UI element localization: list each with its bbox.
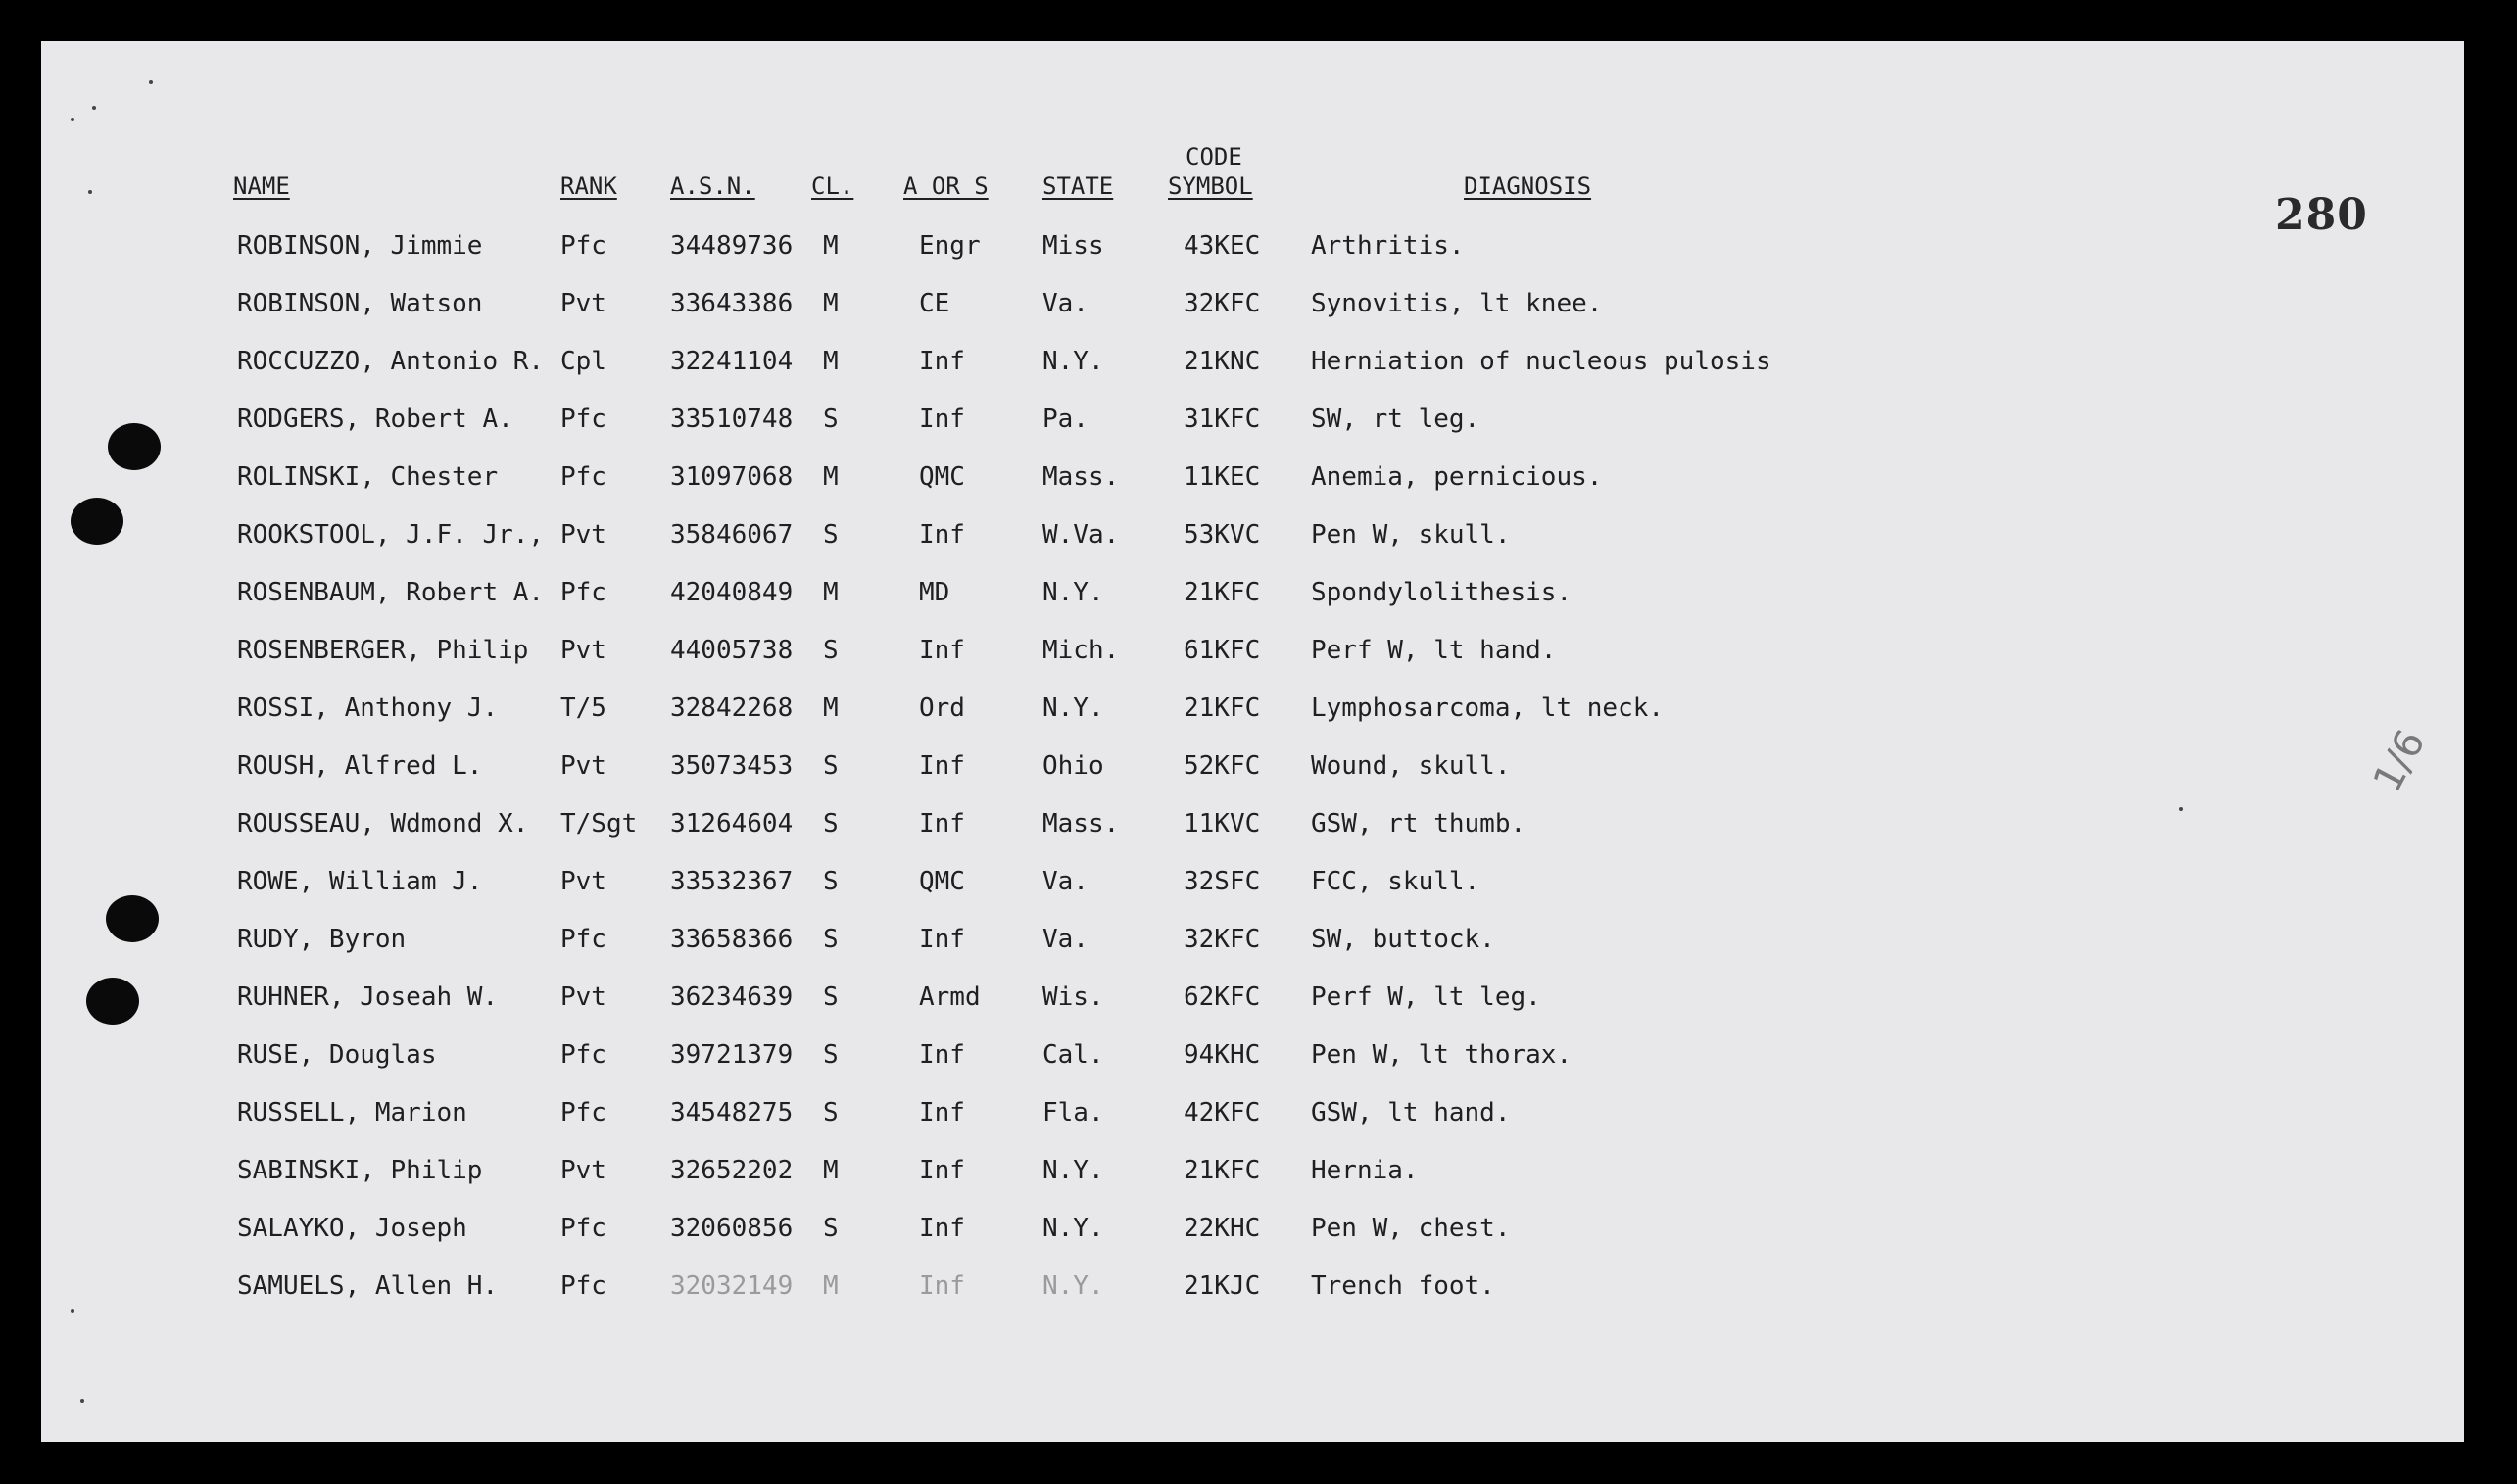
- cell-name: ROBINSON, Jimmie: [237, 231, 483, 261]
- cell-state: N.Y.: [1042, 1156, 1104, 1185]
- cell-rank: Pfc: [560, 578, 606, 607]
- cell-name: SAMUELS, Allen H.: [237, 1271, 499, 1301]
- cell-rank: Pvt: [560, 1156, 606, 1185]
- cell-cl: S: [823, 1098, 839, 1127]
- cell-rank: Pfc: [560, 462, 606, 492]
- cell-a-or-s: Inf: [919, 405, 965, 434]
- cell-asn: 42040849: [670, 578, 794, 607]
- cell-name: ROBINSON, Watson: [237, 289, 483, 318]
- cell-code: 61KFC: [1184, 636, 1261, 665]
- cell-cl: M: [823, 1156, 839, 1185]
- cell-rank: T/Sgt: [560, 809, 638, 838]
- cell-a-or-s: Armd: [919, 982, 981, 1012]
- header-code-line1: CODE: [1186, 143, 1242, 170]
- cell-state: Va.: [1042, 289, 1089, 318]
- cell-code: 94KHC: [1184, 1040, 1261, 1070]
- cell-asn: 32241104: [670, 347, 794, 376]
- cell-asn: 34489736: [670, 231, 794, 261]
- cell-asn: 32652202: [670, 1156, 794, 1185]
- cell-code: 32KFC: [1184, 289, 1261, 318]
- cell-a-or-s: Inf: [919, 520, 965, 550]
- table-row: [41, 347, 2464, 386]
- table-row: [41, 1271, 2464, 1311]
- cell-state: Wis.: [1042, 982, 1104, 1012]
- cell-name: RUSE, Douglas: [237, 1040, 437, 1070]
- cell-diagnosis: Lymphosarcoma, lt neck.: [1311, 694, 1665, 723]
- header-a-or-s: A OR S: [903, 172, 989, 200]
- cell-asn: 39721379: [670, 1040, 794, 1070]
- cell-cl: M: [823, 231, 839, 261]
- cell-code: 43KEC: [1184, 231, 1261, 261]
- cell-state: Cal.: [1042, 1040, 1104, 1070]
- cell-code: 21KNC: [1184, 347, 1261, 376]
- table-row: [41, 462, 2464, 502]
- table-row: [41, 578, 2464, 617]
- cell-diagnosis: Arthritis.: [1311, 231, 1465, 261]
- table-row: [41, 925, 2464, 964]
- cell-cl: M: [823, 289, 839, 318]
- record-card: [41, 41, 2464, 1442]
- cell-asn: 32060856: [670, 1214, 794, 1243]
- table-row: [41, 1098, 2464, 1137]
- cell-diagnosis: FCC, skull.: [1311, 867, 1480, 896]
- page-number: 280: [2275, 190, 2368, 240]
- cell-name: ROUSSEAU, Wdmond X.: [237, 809, 529, 838]
- header-code-symbol: SYMBOL: [1168, 172, 1253, 200]
- header-diagnosis: DIAGNOSIS: [1464, 172, 1592, 200]
- cell-name: RODGERS, Robert A.: [237, 405, 513, 434]
- cell-rank: T/5: [560, 694, 606, 723]
- cell-diagnosis: SW, buttock.: [1311, 925, 1495, 954]
- cell-cl: S: [823, 1040, 839, 1070]
- cell-code: 21KFC: [1184, 578, 1261, 607]
- cell-code: 52KFC: [1184, 751, 1261, 781]
- cell-diagnosis: Hernia.: [1311, 1156, 1419, 1185]
- cell-a-or-s: Engr: [919, 231, 981, 261]
- cell-cl: S: [823, 520, 839, 550]
- cell-name: ROSENBERGER, Philip: [237, 636, 529, 665]
- cell-a-or-s: MD: [919, 578, 950, 607]
- table-row: [41, 1156, 2464, 1195]
- table-row: [41, 1214, 2464, 1253]
- cell-diagnosis: Pen W, lt thorax.: [1311, 1040, 1573, 1070]
- cell-cl: M: [823, 347, 839, 376]
- cell-state: Pa.: [1042, 405, 1089, 434]
- cell-name: ROWE, William J.: [237, 867, 483, 896]
- cell-a-or-s: Inf: [919, 1040, 965, 1070]
- speck: [71, 118, 74, 121]
- cell-state: N.Y.: [1042, 694, 1104, 723]
- cell-name: ROSSI, Anthony J.: [237, 694, 499, 723]
- header-rank: RANK: [560, 172, 617, 200]
- cell-diagnosis: Perf W, lt leg.: [1311, 982, 1541, 1012]
- cell-rank: Pfc: [560, 925, 606, 954]
- cell-cl: S: [823, 982, 839, 1012]
- cell-state: N.Y.: [1042, 1271, 1104, 1301]
- cell-a-or-s: Inf: [919, 636, 965, 665]
- cell-cl: S: [823, 867, 839, 896]
- handwritten-mark: 1/6: [2364, 722, 2435, 800]
- header-name: NAME: [233, 172, 290, 200]
- cell-rank: Pvt: [560, 751, 606, 781]
- cell-code: 21KFC: [1184, 1156, 1261, 1185]
- cell-state: Mass.: [1042, 462, 1120, 492]
- cell-cl: S: [823, 751, 839, 781]
- cell-state: Miss: [1042, 231, 1104, 261]
- cell-diagnosis: GSW, lt hand.: [1311, 1098, 1511, 1127]
- cell-asn: 36234639: [670, 982, 794, 1012]
- table-row: [41, 751, 2464, 790]
- cell-diagnosis: Trench foot.: [1311, 1271, 1495, 1301]
- cell-a-or-s: Inf: [919, 1271, 965, 1301]
- cell-code: 32KFC: [1184, 925, 1261, 954]
- cell-asn: 35073453: [670, 751, 794, 781]
- cell-a-or-s: QMC: [919, 462, 965, 492]
- speck: [80, 1399, 84, 1403]
- cell-cl: S: [823, 809, 839, 838]
- cell-cl: S: [823, 925, 839, 954]
- header-state: STATE: [1042, 172, 1114, 200]
- cell-a-or-s: Ord: [919, 694, 965, 723]
- cell-rank: Cpl: [560, 347, 606, 376]
- cell-state: N.Y.: [1042, 578, 1104, 607]
- cell-code: 21KJC: [1184, 1271, 1261, 1301]
- speck: [88, 190, 92, 194]
- cell-diagnosis: SW, rt leg.: [1311, 405, 1480, 434]
- cell-code: 11KVC: [1184, 809, 1261, 838]
- table-row: [41, 636, 2464, 675]
- cell-a-or-s: Inf: [919, 347, 965, 376]
- cell-rank: Pfc: [560, 1271, 606, 1301]
- cell-cl: S: [823, 1214, 839, 1243]
- cell-rank: Pvt: [560, 289, 606, 318]
- cell-a-or-s: Inf: [919, 925, 965, 954]
- header-asn: A.S.N.: [670, 172, 755, 200]
- cell-name: RUDY, Byron: [237, 925, 407, 954]
- cell-state: Va.: [1042, 867, 1089, 896]
- speck: [149, 80, 153, 84]
- cell-code: 31KFC: [1184, 405, 1261, 434]
- cell-state: Ohio: [1042, 751, 1104, 781]
- table-row: [41, 520, 2464, 559]
- cell-a-or-s: Inf: [919, 751, 965, 781]
- cell-name: ROSENBAUM, Robert A.: [237, 578, 545, 607]
- table-row: [41, 694, 2464, 733]
- cell-cl: M: [823, 694, 839, 723]
- cell-asn: 32842268: [670, 694, 794, 723]
- table-row: [41, 867, 2464, 906]
- cell-rank: Pfc: [560, 231, 606, 261]
- cell-name: ROUSH, Alfred L.: [237, 751, 483, 781]
- cell-state: W.Va.: [1042, 520, 1120, 550]
- header-cl: CL.: [811, 172, 854, 200]
- cell-cl: M: [823, 1271, 839, 1301]
- cell-a-or-s: Inf: [919, 1214, 965, 1243]
- cell-a-or-s: Inf: [919, 1098, 965, 1127]
- cell-code: 53KVC: [1184, 520, 1261, 550]
- cell-code: 32SFC: [1184, 867, 1261, 896]
- cell-diagnosis: Anemia, pernicious.: [1311, 462, 1603, 492]
- cell-asn: 31097068: [670, 462, 794, 492]
- table-row: [41, 405, 2464, 444]
- cell-state: N.Y.: [1042, 347, 1104, 376]
- cell-rank: Pfc: [560, 1214, 606, 1243]
- cell-state: Mass.: [1042, 809, 1120, 838]
- cell-diagnosis: GSW, rt thumb.: [1311, 809, 1526, 838]
- cell-cl: M: [823, 578, 839, 607]
- cell-a-or-s: Inf: [919, 1156, 965, 1185]
- cell-asn: 33532367: [670, 867, 794, 896]
- cell-code: 62KFC: [1184, 982, 1261, 1012]
- cell-rank: Pfc: [560, 1098, 606, 1127]
- cell-code: 11KEC: [1184, 462, 1261, 492]
- cell-diagnosis: Wound, skull.: [1311, 751, 1511, 781]
- cell-code: 42KFC: [1184, 1098, 1261, 1127]
- cell-state: Va.: [1042, 925, 1089, 954]
- cell-name: RUHNER, Joseah W.: [237, 982, 499, 1012]
- cell-diagnosis: Synovitis, lt knee.: [1311, 289, 1603, 318]
- table-row: [41, 809, 2464, 848]
- cell-a-or-s: CE: [919, 289, 950, 318]
- table-row: [41, 982, 2464, 1022]
- cell-asn: 33510748: [670, 405, 794, 434]
- cell-cl: S: [823, 636, 839, 665]
- cell-rank: Pfc: [560, 1040, 606, 1070]
- table-row: [41, 289, 2464, 328]
- cell-code: 22KHC: [1184, 1214, 1261, 1243]
- cell-rank: Pvt: [560, 520, 606, 550]
- cell-name: SALAYKO, Joseph: [237, 1214, 467, 1243]
- cell-rank: Pvt: [560, 982, 606, 1012]
- cell-rank: Pvt: [560, 867, 606, 896]
- cell-diagnosis: Spondylolithesis.: [1311, 578, 1573, 607]
- cell-code: 21KFC: [1184, 694, 1261, 723]
- cell-diagnosis: Pen W, skull.: [1311, 520, 1511, 550]
- cell-state: N.Y.: [1042, 1214, 1104, 1243]
- cell-asn: 33643386: [670, 289, 794, 318]
- cell-name: ROLINSKI, Chester: [237, 462, 499, 492]
- cell-name: SABINSKI, Philip: [237, 1156, 483, 1185]
- cell-asn: 31264604: [670, 809, 794, 838]
- cell-state: Fla.: [1042, 1098, 1104, 1127]
- cell-diagnosis: Herniation of nucleous pulosis: [1311, 347, 1771, 376]
- table-row: [41, 231, 2464, 270]
- cell-cl: S: [823, 405, 839, 434]
- cell-name: ROCCUZZO, Antonio R.: [237, 347, 545, 376]
- cell-asn: 44005738: [670, 636, 794, 665]
- table-row: [41, 1040, 2464, 1079]
- cell-a-or-s: Inf: [919, 809, 965, 838]
- cell-diagnosis: Perf W, lt hand.: [1311, 636, 1557, 665]
- cell-name: RUSSELL, Marion: [237, 1098, 467, 1127]
- cell-asn: 32032149: [670, 1271, 794, 1301]
- speck: [92, 106, 96, 110]
- cell-rank: Pvt: [560, 636, 606, 665]
- cell-a-or-s: QMC: [919, 867, 965, 896]
- cell-asn: 35846067: [670, 520, 794, 550]
- cell-asn: 33658366: [670, 925, 794, 954]
- cell-cl: M: [823, 462, 839, 492]
- cell-state: Mich.: [1042, 636, 1120, 665]
- cell-name: ROOKSTOOL, J.F. Jr.,: [237, 520, 545, 550]
- cell-diagnosis: Pen W, chest.: [1311, 1214, 1511, 1243]
- cell-rank: Pfc: [560, 405, 606, 434]
- cell-asn: 34548275: [670, 1098, 794, 1127]
